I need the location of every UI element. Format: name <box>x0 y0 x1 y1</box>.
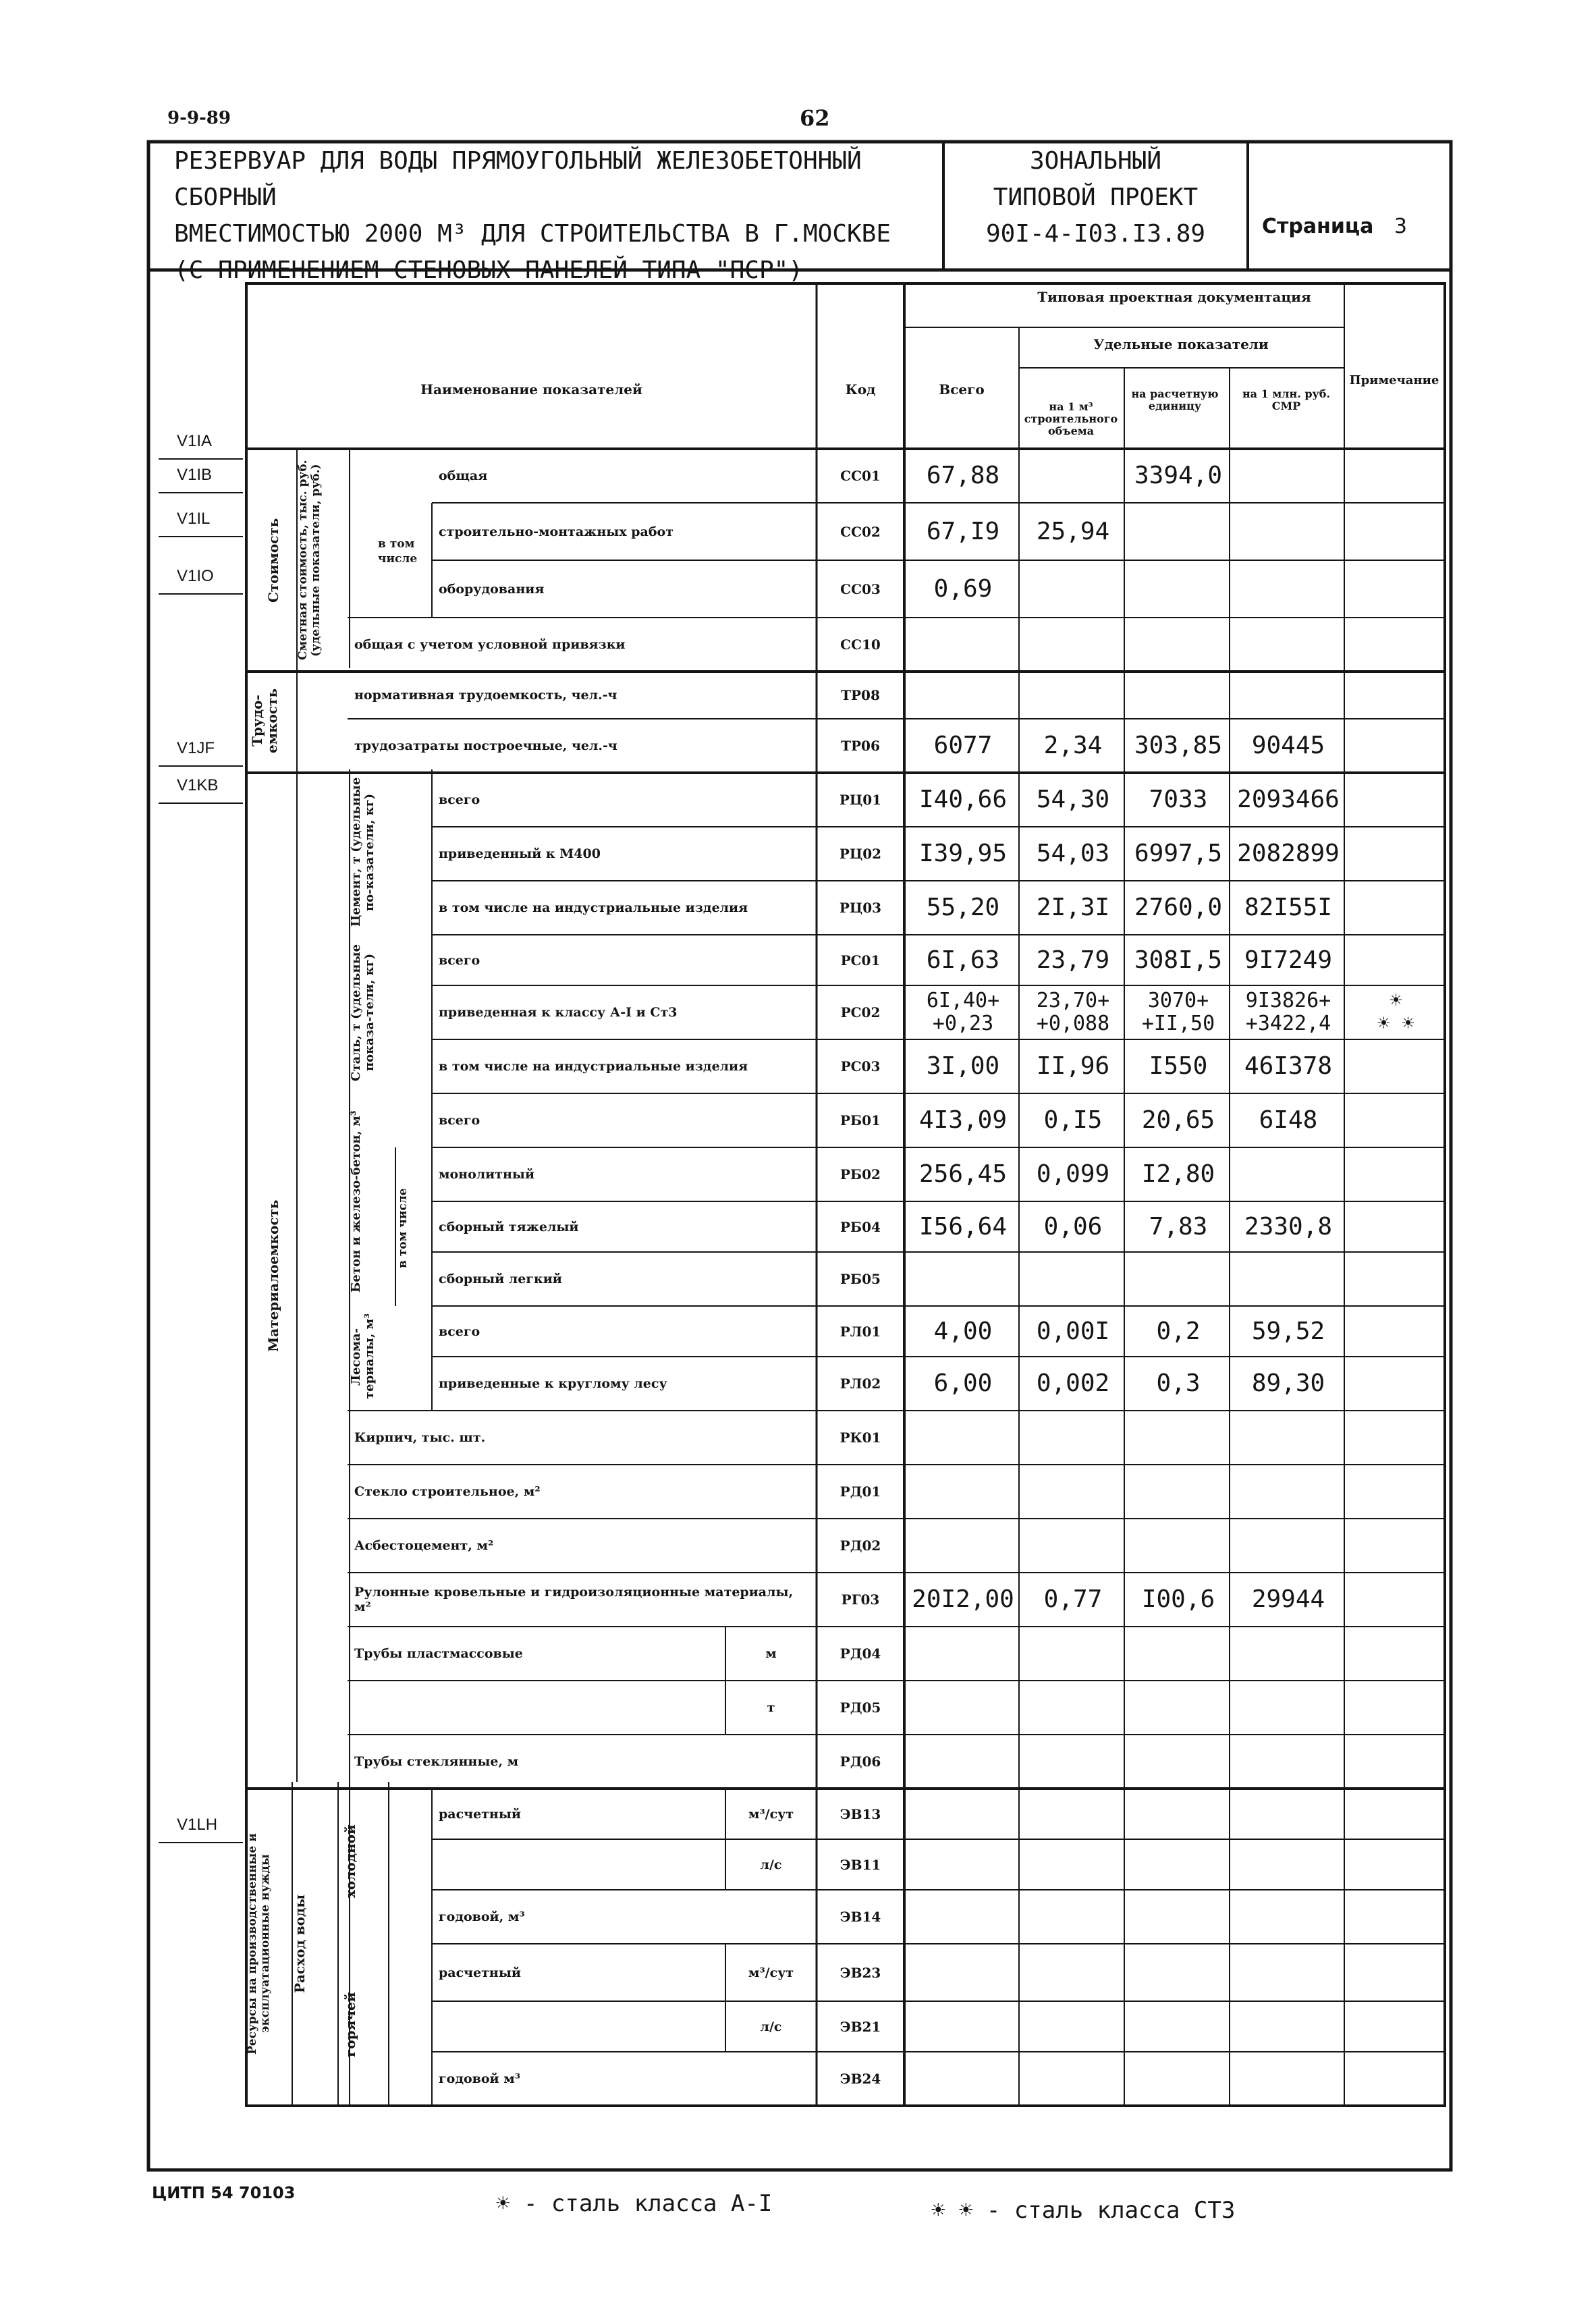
row-per-m3: 0,I5 <box>1043 1106 1103 1134</box>
row-code: РД06 <box>840 1753 881 1770</box>
project-block <box>945 143 1246 252</box>
row-code: РБ04 <box>840 1218 881 1235</box>
row-total: I40,66 <box>918 786 1008 813</box>
group-resources: Ресурсы на производственные и эксплуатационные нужды <box>246 1833 272 2055</box>
group-steel: Сталь, т (удельные показа-тели, кг) <box>349 944 377 1081</box>
row-label: в том числе на индустриальные изделия <box>439 900 748 915</box>
row-label: расчетный <box>439 1965 521 1980</box>
row-total: I39,95 <box>918 840 1008 867</box>
row-label: монолитный <box>439 1167 535 1182</box>
pointer-label: V1IA <box>177 432 213 450</box>
row-label: всего <box>439 1324 480 1339</box>
group-incl: в том числе <box>378 537 418 566</box>
row-per-mln: 2330,8 <box>1244 1212 1333 1241</box>
row-total: 6I,63 <box>926 946 1000 974</box>
row-per-unit: 6997,5 <box>1134 840 1223 867</box>
row-per-mln: 46I378 <box>1244 1052 1333 1080</box>
row-per-mln: 59,52 <box>1251 1317 1325 1345</box>
row-total: 67,I9 <box>926 517 1000 545</box>
row-label: годовой м³ <box>439 2071 521 2086</box>
row-code: РБ05 <box>840 1271 881 1287</box>
header-total: Всего <box>939 381 985 398</box>
header-per-unit: на расчетную единицу <box>1131 387 1219 412</box>
project-line-2: ТИПОВОЙ ПРОЕКТ <box>993 184 1199 211</box>
row-per-unit: 7,83 <box>1149 1212 1208 1241</box>
row-label: Трубы стеклянные, м <box>354 1754 519 1769</box>
row-total: I56,64 <box>918 1212 1008 1241</box>
row-label: в том числе на индустриальные изделия <box>439 1059 748 1074</box>
row-per-unit: I00,6 <box>1141 1585 1215 1613</box>
row-per-m3: 23,70+ +0,088 <box>1036 989 1110 1035</box>
row-per-unit: 20,65 <box>1141 1106 1215 1134</box>
row-code: РБ02 <box>840 1166 881 1182</box>
pointer-label: V1IL <box>177 510 211 528</box>
row-per-mln: 89,30 <box>1251 1369 1325 1397</box>
row-code: ТР06 <box>841 738 880 754</box>
page-number: 62 <box>800 105 830 131</box>
row-label: общая с учетом условной привязки <box>354 637 626 652</box>
row-label: приведенная к классу А-I и Ст3 <box>439 1005 678 1020</box>
row-per-mln: 6I48 <box>1259 1106 1318 1134</box>
project-line-3: 90I-4-I03.I3.89 <box>985 220 1206 248</box>
row-unit: м³/сут <box>748 1806 794 1822</box>
row-code: РД05 <box>840 1699 881 1716</box>
group-concrete: Бетон и железо-бетон, м³ <box>349 1110 363 1292</box>
row-per-unit: 2760,0 <box>1134 894 1223 921</box>
row-label: нормативная трудоемкость, чел.-ч <box>354 688 617 703</box>
row-per-m3: 54,03 <box>1036 840 1110 867</box>
header-code: Код <box>845 381 876 398</box>
row-unit: л/с <box>760 2019 782 2034</box>
row-total: 256,45 <box>918 1160 1008 1188</box>
row-per-mln: 9I3826+ +3422,4 <box>1245 989 1331 1035</box>
row-code: ЭВ13 <box>840 1805 881 1822</box>
row-label: Асбестоцемент, м² <box>354 1538 494 1553</box>
row-label: Рулонные кровельные и гидроизоляционные материалы, м² <box>354 1585 794 1614</box>
sheet-block <box>1262 215 1407 238</box>
pointer-label: V1KB <box>177 776 219 794</box>
row-per-unit: I2,80 <box>1141 1160 1215 1188</box>
row-code: РС03 <box>840 1058 881 1074</box>
row-unit: м <box>765 1646 777 1661</box>
row-per-m3: 0,06 <box>1043 1212 1103 1241</box>
row-per-m3: 0,00I <box>1036 1317 1110 1345</box>
row-per-unit: 308I,5 <box>1134 946 1223 974</box>
title-line-2: ВМЕСТИМОСТЬЮ 2000 М³ ДЛЯ СТРОИТЕЛЬСТВА В Г.МОСКВЕ <box>174 220 891 248</box>
row-code: СС02 <box>840 523 881 540</box>
row-per-mln: 9I7249 <box>1244 946 1333 974</box>
row-label: общая <box>439 468 488 483</box>
pointer-label: V1LH <box>177 1816 218 1834</box>
row-label: строительно-монтажных работ <box>439 524 673 539</box>
row-code: РД04 <box>840 1645 881 1662</box>
row-label: трудозатраты построечные, чел.-ч <box>354 738 617 753</box>
row-code: РД02 <box>840 1538 881 1554</box>
row-code: РЦ01 <box>839 792 882 808</box>
row-per-unit: 0,2 <box>1156 1317 1201 1345</box>
row-label: приведенный к М400 <box>439 846 601 861</box>
header-per-m3: на 1 м³ строительного объема <box>1024 400 1118 437</box>
row-code: РЛ02 <box>840 1376 881 1392</box>
legend-st3: ☀ ☀ - сталь класса СТ3 <box>931 2197 1236 2224</box>
row-code: ЭВ24 <box>840 2071 881 2087</box>
row-code: РЦ03 <box>839 900 882 916</box>
group-cost: Стоимость <box>265 518 281 603</box>
row-per-mln: 82I55I <box>1244 894 1333 921</box>
row-code: ЭВ21 <box>840 2018 881 2035</box>
row-per-m3: 0,002 <box>1036 1369 1110 1397</box>
pointer-label: V1IB <box>177 466 213 484</box>
row-code: ЭВ14 <box>840 1909 881 1925</box>
row-label: расчетный <box>439 1806 521 1822</box>
row-label: сборный тяжелый <box>439 1219 579 1234</box>
header-typical-docs: Типовая проектная документация <box>1037 289 1311 305</box>
row-code: РЛ01 <box>840 1323 881 1340</box>
row-per-unit: 303,85 <box>1134 732 1223 759</box>
row-code: РЦ02 <box>839 846 882 862</box>
row-per-m3: 23,79 <box>1036 946 1110 974</box>
row-code: ЭВ11 <box>840 1856 881 1873</box>
row-code: РС01 <box>840 952 881 969</box>
row-total: 0,69 <box>933 574 993 603</box>
row-per-mln: 2093466 <box>1237 786 1340 813</box>
row-label: всего <box>439 1113 480 1128</box>
group-cement: Цемент, т (удельные по-казатели, кг) <box>349 777 377 927</box>
row-unit: м³/сут <box>748 1965 794 1980</box>
row-per-mln: 29944 <box>1251 1585 1325 1613</box>
row-total: 6077 <box>933 732 993 759</box>
row-per-m3: 54,30 <box>1036 786 1110 813</box>
header-per-mln: на 1 млн. руб. СМР <box>1242 387 1331 412</box>
row-label: Кирпич, тыс. шт. <box>354 1430 486 1445</box>
pointer-label: V1IO <box>177 567 214 585</box>
row-code: ТР08 <box>841 687 880 703</box>
row-per-m3: 25,94 <box>1036 517 1110 545</box>
header-note: Примечание <box>1349 373 1439 387</box>
row-label: приведенные к круглому лесу <box>439 1376 667 1391</box>
row-per-m3: 0,099 <box>1036 1160 1110 1188</box>
row-total: 3I,00 <box>926 1052 1000 1080</box>
row-label: годовой, м³ <box>439 1909 525 1924</box>
row-code: РД01 <box>840 1484 881 1500</box>
row-code: РС02 <box>840 1004 881 1021</box>
footer-code: ЦИТП 54 70103 <box>152 2183 296 2202</box>
group-materials: Материалоемкость <box>265 1199 281 1352</box>
row-total: 6,00 <box>933 1369 993 1397</box>
row-label: всего <box>439 952 480 968</box>
sheet-number: 3 <box>1394 215 1407 238</box>
row-code: РГ03 <box>841 1591 880 1608</box>
row-code: ЭВ23 <box>840 1964 881 1981</box>
row-per-mln: 2082899 <box>1237 840 1340 867</box>
row-label: Трубы пластмассовые <box>354 1646 523 1661</box>
header-specific: Удельные показатели <box>1093 336 1269 352</box>
project-line-1: ЗОНАЛЬНЫЙ <box>1029 147 1162 175</box>
row-code: СС01 <box>840 468 881 484</box>
title-line-1: РЕЗЕРВУАР ДЛЯ ВОДЫ ПРЯМОУГОЛЬНЫЙ ЖЕЛЕЗОБЕТОННЫЙ СБОРНЫЙ <box>174 147 862 211</box>
row-label: оборудования <box>439 581 545 597</box>
row-code: СС03 <box>840 580 881 597</box>
row-per-m3: 0,77 <box>1043 1585 1103 1613</box>
row-total: 4,00 <box>933 1317 993 1345</box>
row-unit: л/с <box>760 1857 782 1872</box>
row-total: 67,88 <box>926 462 1000 489</box>
row-label: Стекло строительное, м² <box>354 1484 541 1499</box>
row-label: всего <box>439 792 480 807</box>
row-code: РК01 <box>840 1430 881 1446</box>
row-unit: т <box>767 1700 775 1715</box>
row-note: ☀ ☀ ☀ <box>1377 989 1414 1035</box>
row-per-unit: 7033 <box>1149 786 1208 813</box>
group-water-hot: горячей <box>342 1992 358 2058</box>
sheet-label: Страница <box>1262 215 1374 238</box>
document-title <box>174 143 937 289</box>
group-labor: Трудо-емкость <box>249 688 280 753</box>
group-concrete-incl: в том числе <box>396 1188 410 1269</box>
group-water: Расход воды <box>292 1894 308 1994</box>
legend-a1: ☀ - сталь класса А-I <box>496 2190 773 2217</box>
header-indicator-name: Наименование показателей <box>420 381 642 398</box>
row-per-unit: 0,3 <box>1156 1369 1201 1397</box>
row-total: 4I3,09 <box>918 1106 1008 1134</box>
row-per-unit: 3394,0 <box>1134 462 1223 489</box>
row-label: сборный легкий <box>439 1272 562 1286</box>
pointer-label: V1JF <box>177 739 215 757</box>
row-per-unit: I550 <box>1149 1052 1208 1080</box>
row-total: 20I2,00 <box>912 1585 1014 1613</box>
group-water-cold: холодной <box>342 1824 358 1898</box>
row-code: РБ01 <box>840 1112 881 1128</box>
doc-reference: 9-9-89 <box>167 108 231 128</box>
row-total: 55,20 <box>926 894 1000 921</box>
group-estimate: Сметная стоимость, тыс. руб. (удельные показатели, руб.) <box>296 460 323 661</box>
row-per-m3: 2I,3I <box>1036 894 1110 921</box>
row-code: СС10 <box>840 636 881 653</box>
row-per-m3: II,96 <box>1036 1052 1110 1080</box>
row-total: 6I,40+ +0,23 <box>926 989 1000 1035</box>
row-per-unit: 3070+ +II,50 <box>1141 989 1215 1035</box>
row-per-mln: 90445 <box>1251 732 1325 759</box>
row-per-m3: 2,34 <box>1043 732 1103 759</box>
group-timber: Лесома-териалы, м³ <box>349 1313 377 1400</box>
title-line-3: (С ПРИМЕНЕНИЕМ СТЕНОВЫХ ПАНЕЛЕЙ ТИПА "ПСР") <box>174 256 803 284</box>
